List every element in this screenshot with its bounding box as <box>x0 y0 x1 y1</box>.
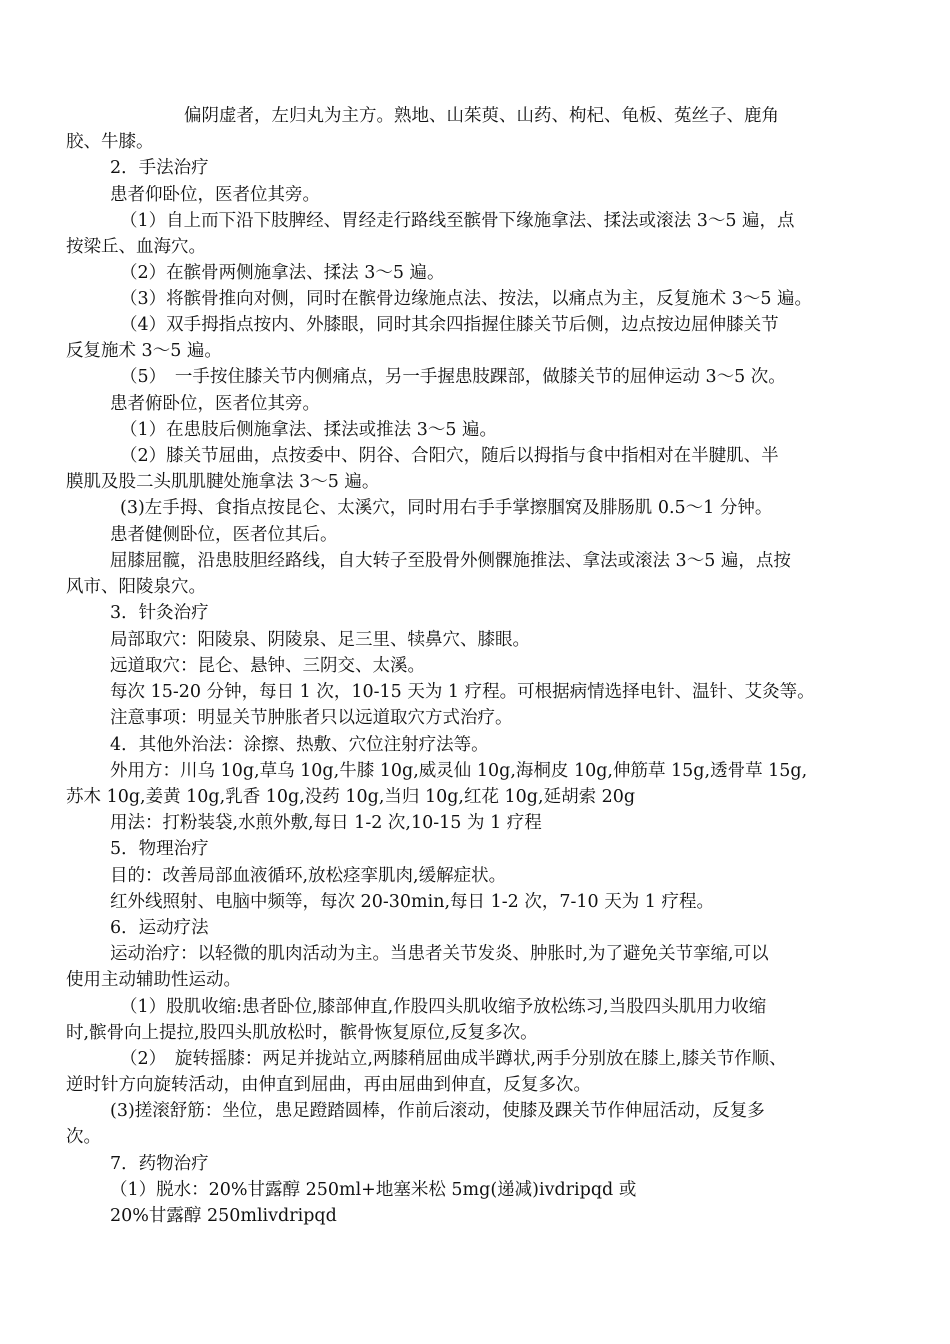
text-line: 7．药物治疗 <box>110 1154 209 1174</box>
text-line: 按梁丘、血海穴。 <box>66 237 206 257</box>
text-line: 反复施术 3～5 遍。 <box>66 341 222 361</box>
text-line: （4）双手拇指点按内、外膝眼，同时其余四指握住膝关节后侧，边点按边屈伸膝关节 <box>120 315 779 335</box>
text-line: 3．针灸治疗 <box>110 603 209 623</box>
text-line: 患者仰卧位，医者位其旁。 <box>110 185 320 205</box>
text-line: 胶、牛膝。 <box>66 132 154 152</box>
text-line: 苏木 10g,姜黄 10g,乳香 10g,没药 10g,当归 10g,红花 10g,延胡索 20g <box>66 787 636 807</box>
text-line: 局部取穴：阳陵泉、阴陵泉、足三里、犊鼻穴、膝眼。 <box>110 630 530 650</box>
text-line: 时,髌骨向上提拉,股四头肌放松时，髌骨恢复原位,反复多次。 <box>66 1023 538 1043</box>
text-line: （2） 旋转摇膝：两足并拢站立,两膝稍屈曲成半蹲状,两手分别放在膝上,膝关节作顺、 <box>120 1049 787 1069</box>
text-line: 5．物理治疗 <box>110 839 209 859</box>
text-line: 远道取穴：昆仑、悬钟、三阴交、太溪。 <box>110 656 425 676</box>
text-line: （2）膝关节屈曲，点按委中、阴谷、合阳穴，随后以拇指与食中指相对在半腱肌、半 <box>120 446 779 466</box>
text-line: 屈膝屈髋，沿患肢胆经路线，自大转子至股骨外侧髁施推法、拿法或滚法 3～5 遍，点按 <box>110 551 791 571</box>
text-line: 膜肌及股二头肌肌腱处施拿法 3～5 遍。 <box>66 472 380 492</box>
text-line: 风市、阳陵泉穴。 <box>66 577 206 597</box>
text-line: 次。 <box>66 1127 101 1147</box>
text-line: 2．手法治疗 <box>110 158 209 178</box>
text-line: （2）在髌骨两侧施拿法、揉法 3～5 遍。 <box>120 263 445 283</box>
text-line: 用法：打粉装袋,水煎外敷,每日 1-2 次,10-15 为 1 疗程 <box>110 813 542 833</box>
text-line: 20%甘露醇 250mlivdripqd <box>110 1206 337 1226</box>
text-line: 每次 15-20 分钟，每日 1 次，10-15 天为 1 疗程。可根据病情选择电针、温针、艾灸等。 <box>110 682 815 702</box>
text-line: (3)搓滚舒筋：坐位，患足蹬踏圆棒，作前后滚动，使膝及踝关节作伸屈活动，反复多 <box>110 1101 765 1121</box>
text-line: 注意事项：明显关节肿胀者只以远道取穴方式治疗。 <box>110 708 513 728</box>
text-line: （1）在患肢后侧施拿法、揉法或推法 3～5 遍。 <box>120 420 498 440</box>
text-line: 红外线照射、电脑中频等，每次 20-30min,每日 1-2 次，7-10 天为 1 疗程。 <box>110 892 714 912</box>
text-line: 运动治疗：以轻微的肌肉活动为主。当患者关节发炎、肿胀时,为了避免关节挛缩,可以 <box>110 944 769 964</box>
text-line: 患者俯卧位，医者位其旁。 <box>110 394 320 414</box>
text-line: 患者健侧卧位，医者位其后。 <box>110 525 338 545</box>
text-line: （1）脱水：20%甘露醇 250ml+地塞米松 5mg(递减)ivdripqd 或 <box>110 1180 637 1200</box>
text-line: 逆时针方向旋转活动，由伸直到屈曲，再由屈曲到伸直，反复多次。 <box>66 1075 591 1095</box>
text-line: (3)左手拇、食指点按昆仑、太溪穴，同时用右手手掌擦腘窝及腓肠肌 0.5～1 分钟。 <box>120 498 773 518</box>
text-line: （3）将髌骨推向对侧，同时在髌骨边缘施点法、按法，以痛点为主，反复施术 3～5 遍。 <box>120 289 813 309</box>
text-line: 偏阴虚者，左归丸为主方。熟地、山茱萸、山药、枸杞、龟板、菟丝子、鹿角 <box>184 106 779 126</box>
text-line: 目的：改善局部血液循环,放松痉挛肌肉,缓解症状。 <box>110 866 507 886</box>
text-line: （5） 一手按住膝关节内侧痛点，另一手握患肢踝部，做膝关节的屈伸运动 3～5 次。 <box>120 367 786 387</box>
text-line: 4．其他外治法：涂擦、热敷、穴位注射疗法等。 <box>110 735 489 755</box>
text-line: 外用方：川乌 10g,草乌 10g,牛膝 10g,威灵仙 10g,海桐皮 10g,伸筋草 15g,透骨草 15g, <box>110 761 808 781</box>
text-line: 使用主动辅助性运动。 <box>66 970 241 990</box>
text-line: （1）股肌收缩:患者卧位,膝部伸直,作股四头肌收缩予放松练习,当股四头肌用力收缩 <box>120 997 767 1017</box>
text-line: （1）自上而下沿下肢脾经、胃经走行路线至髌骨下缘施拿法、揉法或滚法 3～5 遍，点 <box>120 211 795 231</box>
text-line: 6．运动疗法 <box>110 918 209 938</box>
